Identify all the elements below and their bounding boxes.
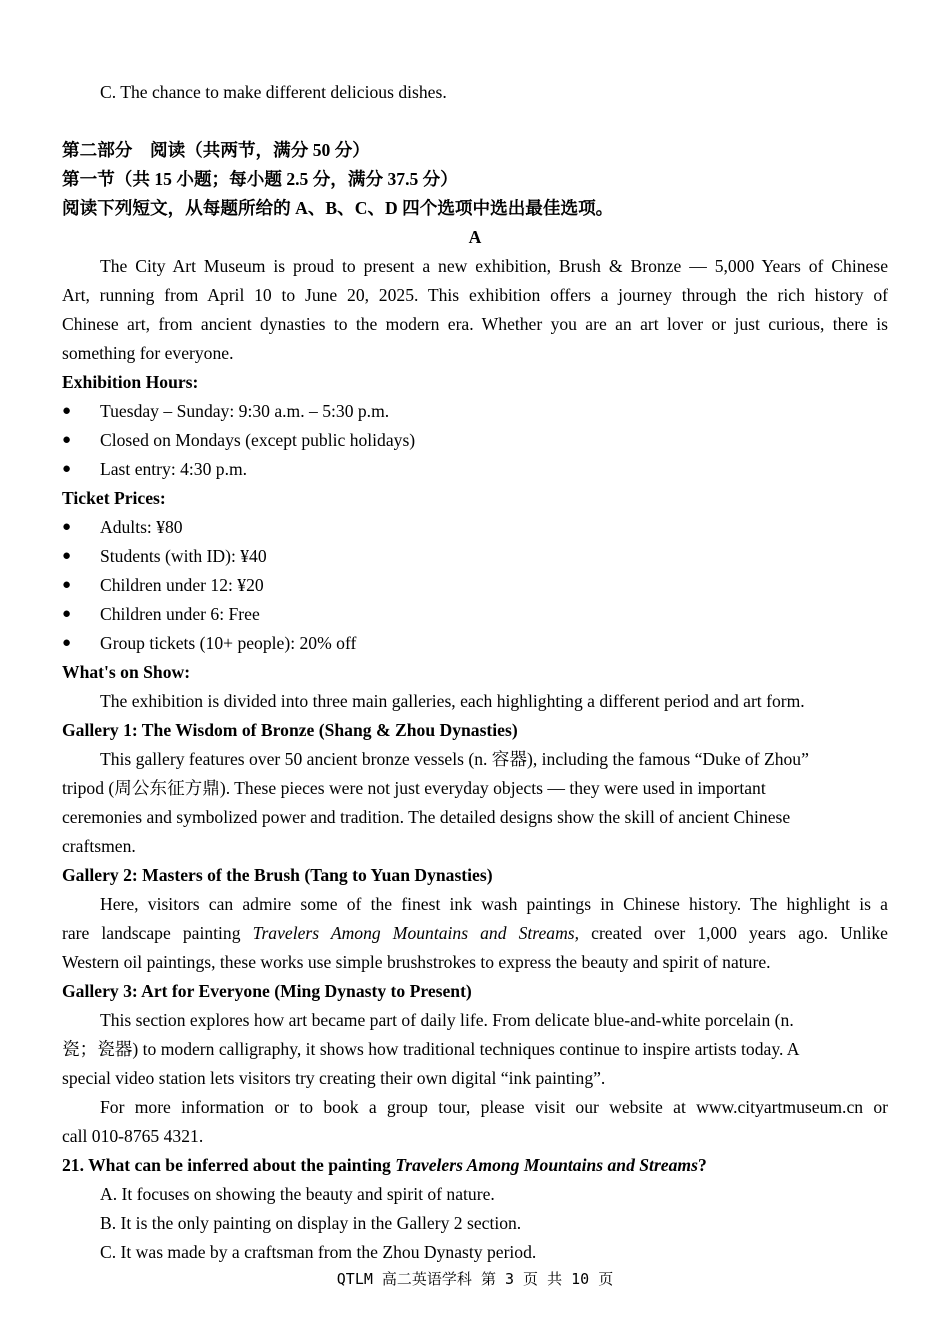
painting-title: Travelers Among Mountains and Streams, — [252, 923, 580, 943]
ticket-item: ● Group tickets (10+ people): 20% off — [62, 629, 888, 658]
ticket-item: ● Students (with ID): ¥40 — [62, 542, 888, 571]
hours-heading: Exhibition Hours: — [62, 372, 199, 392]
document-page — [62, 78, 888, 1267]
show-text: The exhibition is divided into three main galleries, each highlighting a different period and art form. — [100, 691, 805, 711]
hours-item: ● Last entry: 4:30 p.m. — [62, 455, 888, 484]
question-21-stem — [62, 1151, 888, 1180]
gallery2-line-2-pre: rare landscape painting — [62, 923, 253, 943]
contact-line-2: call 010-8765 4321. — [62, 1126, 204, 1146]
gallery2-heading: Gallery 2: Masters of the Brush (Tang to Yuan Dynasties) — [62, 865, 493, 885]
prev-question-option-c: C. The chance to make different delicious dishes. — [100, 82, 447, 102]
page-footer: QTLM 高二英语学科 第 3 页 共 10 页 — [336, 1270, 614, 1288]
tickets-heading: Ticket Prices: — [62, 488, 166, 508]
intro-line-2: Art, running from April 10 to June 20, 2025. This exhibition offers a journey through the rich history of — [62, 285, 888, 305]
spacer — [62, 107, 888, 136]
question-painting-title: Travelers Among Mountains and Streams — [395, 1155, 698, 1175]
gallery1-line-2: tripod (周公东征方鼎). These pieces were not just everyday objects — they were used in important — [62, 778, 766, 798]
gallery2-line-1: Here, visitors can admire some of the finest ink wash paintings in Chinese history. The highlight is a — [100, 894, 888, 914]
gallery1-line-4: craftsmen. — [62, 836, 136, 856]
hours-item: ● Tuesday – Sunday: 9:30 a.m. – 5:30 p.m. — [62, 397, 888, 426]
section-instruction: 阅读下列短文，从每题所给的 A、B、C、D 四个选项中选出最佳选项。 — [62, 198, 614, 218]
ticket-item: ● Children under 6: Free — [62, 600, 888, 629]
gallery2-line-2-post: created over 1,000 years ago. Unlike — [579, 923, 888, 943]
question-21-option-a: A. It focuses on showing the beauty and spirit of nature. — [100, 1184, 495, 1204]
gallery2-line-3: Western oil paintings, these works use simple brushstrokes to express the beauty and spirit of nature. — [62, 952, 771, 972]
question-stem-pre: 21. What can be inferred about the painting — [62, 1155, 396, 1175]
gallery3-line-2: 瓷；瓷器) to modern calligraphy, it shows how traditional techniques continue to inspire artists today. A — [62, 1039, 800, 1059]
question-stem-post: ? — [697, 1155, 707, 1175]
ticket-item: ● Children under 12: ¥20 — [62, 571, 888, 600]
intro-line-4: something for everyone. — [62, 343, 234, 363]
intro-line-3: Chinese art, from ancient dynasties to the modern era. Whether you are an art lover or just curious, there is — [62, 314, 888, 334]
passage-label: A — [468, 227, 482, 247]
question-21-option-b: B. It is the only painting on display in the Gallery 2 section. — [100, 1213, 522, 1233]
question-21-option-c: C. It was made by a craftsman from the Zhou Dynasty period. — [100, 1242, 537, 1262]
gallery3-heading: Gallery 3: Art for Everyone (Ming Dynasty to Present) — [62, 981, 472, 1001]
gallery1-heading: Gallery 1: The Wisdom of Bronze (Shang & Zhou Dynasties) — [62, 720, 518, 740]
gallery1-line-1: This gallery features over 50 ancient bronze vessels (n. 容器), including the famous “Duke of Zhou” — [100, 749, 809, 769]
gallery3-line-1: This section explores how art became part of daily life. From delicate blue-and-white porcelain (n. — [100, 1010, 794, 1030]
ticket-item: ● Adults: ¥80 — [62, 513, 888, 542]
hours-item: ● Closed on Mondays (except public holidays) — [62, 426, 888, 455]
gallery2-line-2 — [62, 919, 888, 948]
contact-line-1: For more information or to book a group tour, please visit our website at www.cityartmuseum.cn or — [100, 1097, 888, 1117]
show-heading: What's on Show: — [62, 662, 191, 682]
intro-line-1: The City Art Museum is proud to present a new exhibition, Brush & Bronze — 5,000 Years of Chinese — [100, 256, 888, 276]
gallery3-line-3: special video station lets visitors try creating their own digital “ink painting”. — [62, 1068, 606, 1088]
gallery1-line-3: ceremonies and symbolized power and tradition. The detailed designs show the skill of ancient Chinese — [62, 807, 791, 827]
section-sub-heading: 第一节（共 15 小题；每小题 2.5 分，满分 37.5 分） — [62, 169, 458, 189]
section-part-heading: 第二部分 阅读（共两节，满分 50 分） — [62, 140, 370, 160]
